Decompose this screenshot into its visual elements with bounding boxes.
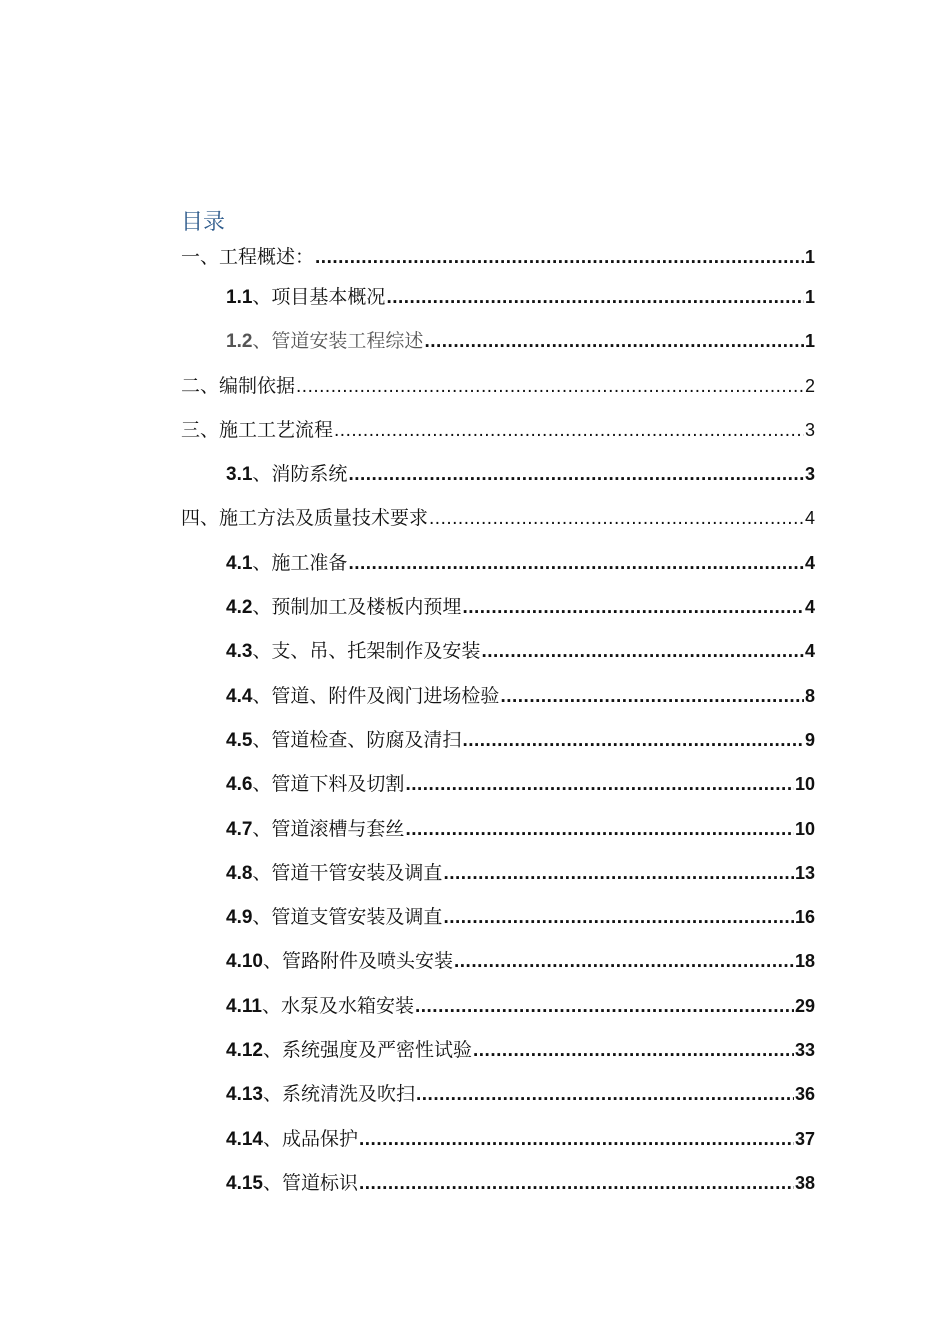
toc-entry-label (226, 1035, 472, 1062)
toc-entry[interactable] (181, 636, 815, 680)
toc-page-number: 18 (794, 951, 815, 972)
toc-entry-label (226, 902, 442, 929)
toc-dot-leader (348, 464, 804, 486)
toc-entry-text: 、水泵及水箱安装 (261, 994, 414, 1017)
toc-entry[interactable] (181, 548, 815, 592)
toc-entry-text: 、支、吊、托架制作及安装 (252, 640, 481, 663)
toc-entry-text: 、成品保护 (262, 1127, 358, 1150)
toc-dot-leader (315, 247, 804, 269)
toc-entry-number: 4.7 (226, 818, 253, 840)
toc-page-number: 3 (804, 464, 815, 485)
toc-entry-label (226, 946, 453, 973)
toc-dot-leader (462, 730, 804, 752)
toc-entry-label (181, 242, 314, 269)
toc-dot-leader (405, 819, 794, 841)
toc-entry[interactable] (181, 326, 815, 370)
toc-dot-leader (429, 508, 804, 530)
toc-dot-leader (462, 597, 804, 619)
toc-entry-label (226, 814, 404, 841)
toc-entry-label (226, 282, 385, 309)
toc-entry-label (226, 636, 480, 663)
toc-page-number: 1 (804, 331, 815, 352)
toc-entry-label (181, 503, 428, 530)
toc-page-number: 8 (804, 685, 815, 706)
toc-entry[interactable] (181, 503, 815, 547)
toc-dot-leader (443, 907, 794, 929)
toc-dot-leader (348, 553, 804, 575)
toc-dot-leader (386, 287, 804, 309)
toc-entry-text: 、管道下料及切割 (252, 773, 405, 796)
toc-entry-number: 4.4 (226, 685, 253, 707)
toc-page-number: 38 (794, 1172, 815, 1193)
toc-entry-text: 、管道滚槽与套丝 (252, 817, 405, 840)
toc-entry[interactable] (181, 415, 815, 459)
toc-page-number: 33 (794, 1040, 815, 1061)
toc-entry-label (181, 415, 333, 442)
toc-page-number: 10 (794, 818, 815, 839)
toc-entry-number: 1.1 (226, 287, 253, 308)
toc-entry[interactable] (181, 459, 815, 503)
toc-entry-text: 、施工准备 (252, 551, 348, 574)
toc-entry-text: 三、施工工艺流程 (181, 418, 334, 441)
toc-page-number: 16 (794, 907, 815, 928)
toc-page-number: 1 (804, 247, 815, 267)
toc-list (181, 242, 815, 1212)
toc-entry-number: 4.11 (226, 995, 262, 1017)
toc-entry-number: 4.1 (226, 552, 253, 574)
toc-entry-label (181, 371, 295, 398)
toc-entry-text: 四、施工方法及质量技术要求 (181, 507, 429, 530)
toc-page-number: 2 (804, 375, 815, 396)
toc-entry[interactable] (181, 592, 815, 636)
toc-entry-label (226, 326, 423, 353)
toc-entry[interactable] (181, 371, 815, 415)
toc-dot-leader (454, 951, 794, 973)
toc-entry-label (226, 769, 404, 796)
toc-entry-label (226, 1079, 415, 1106)
toc-entry-text: 、管道检查、防腐及清扫 (252, 728, 462, 751)
toc-entry-number: 4.3 (226, 641, 253, 663)
toc-entry[interactable] (181, 681, 815, 725)
toc-dot-leader (500, 686, 804, 708)
toc-dot-leader (415, 996, 794, 1018)
toc-page-number: 4 (804, 597, 815, 618)
toc-entry-number: 4.6 (226, 774, 253, 796)
toc-entry-text: 、系统强度及严密性试验 (262, 1039, 472, 1062)
toc-entry-number: 4.2 (226, 597, 253, 619)
toc-entry[interactable] (181, 991, 815, 1035)
toc-entry-text: 、预制加工及楼板内预埋 (252, 596, 462, 619)
toc-page-number: 3 (804, 419, 815, 440)
toc-entry[interactable] (181, 1168, 815, 1212)
toc-entry-number: 4.12 (226, 1040, 263, 1062)
toc-entry-text: 一、工程概述： (181, 246, 315, 268)
toc-entry-number: 4.10 (226, 951, 263, 973)
toc-entry-label (226, 681, 499, 708)
toc-dot-leader (359, 1129, 794, 1151)
toc-entry-label (226, 858, 442, 885)
toc-page-number: 9 (804, 729, 815, 750)
toc-page-number: 13 (794, 862, 815, 883)
toc-entry[interactable] (181, 1079, 815, 1123)
toc-dot-leader (443, 863, 794, 885)
toc-entry[interactable] (181, 902, 815, 946)
toc-entry-label (226, 1124, 358, 1151)
toc-dot-leader (334, 420, 804, 442)
toc-page-number: 10 (794, 774, 815, 795)
toc-entry-text: 、管道支管安装及调直 (252, 906, 443, 929)
toc-entry-number: 4.8 (226, 862, 253, 884)
toc-page-number: 37 (794, 1128, 815, 1149)
toc-entry-text: 、管道安装工程综述 (252, 330, 424, 353)
toc-dot-leader (416, 1084, 794, 1106)
toc-entry-text: 、管道标识 (262, 1171, 358, 1194)
toc-dot-leader (424, 331, 804, 353)
toc-entry-text: 、管道干管安装及调直 (252, 861, 443, 884)
toc-page-number: 4 (804, 508, 815, 529)
toc-dot-leader (296, 376, 804, 398)
toc-dot-leader (473, 1040, 794, 1062)
toc-entry-number: 4.15 (226, 1172, 263, 1194)
toc-page-number: 29 (794, 995, 815, 1016)
toc-entry-text: 二、编制依据 (181, 374, 296, 397)
toc-entry-text: 、管道、附件及阀门进场检验 (252, 684, 500, 707)
toc-entry-label (226, 725, 461, 752)
toc-entry-number: 4.9 (226, 907, 253, 929)
toc-page-number: 1 (804, 287, 815, 307)
toc-entry-number: 4.5 (226, 729, 253, 751)
toc-entry-label (226, 548, 347, 575)
toc-entry[interactable] (181, 858, 815, 902)
toc-entry-number: 4.13 (226, 1084, 263, 1106)
toc-entry-text: 、消防系统 (252, 463, 348, 486)
toc-entry[interactable] (181, 242, 815, 282)
toc-entry[interactable] (181, 769, 815, 813)
toc-entry-label (226, 1168, 358, 1195)
toc-dot-leader (359, 1173, 794, 1195)
toc-entry-number: 1.2 (226, 331, 253, 353)
toc-entry[interactable] (181, 814, 815, 858)
toc-entry-number: 3.1 (226, 464, 253, 486)
toc-entry[interactable] (181, 725, 815, 769)
toc-entry-label (226, 592, 461, 619)
toc-entry-text: 、项目基本概况 (252, 286, 386, 308)
toc-entry[interactable] (181, 1124, 815, 1168)
toc-page-number: 4 (804, 641, 815, 662)
toc-title: 目录 (181, 210, 226, 235)
toc-entry-text: 、系统清洗及吹扫 (262, 1083, 415, 1106)
toc-dot-leader (481, 641, 804, 663)
toc-entry-text: 、管路附件及喷头安装 (262, 950, 453, 973)
toc-page-number: 36 (794, 1084, 815, 1105)
toc-dot-leader (405, 774, 794, 796)
toc-entry[interactable] (181, 282, 815, 326)
toc-entry[interactable] (181, 946, 815, 990)
toc-page-number: 4 (804, 552, 815, 573)
toc-entry-label (226, 991, 414, 1018)
toc-entry-label (226, 459, 347, 486)
table-of-contents (181, 204, 815, 1212)
toc-entry[interactable] (181, 1035, 815, 1079)
toc-entry-number: 4.14 (226, 1128, 263, 1150)
